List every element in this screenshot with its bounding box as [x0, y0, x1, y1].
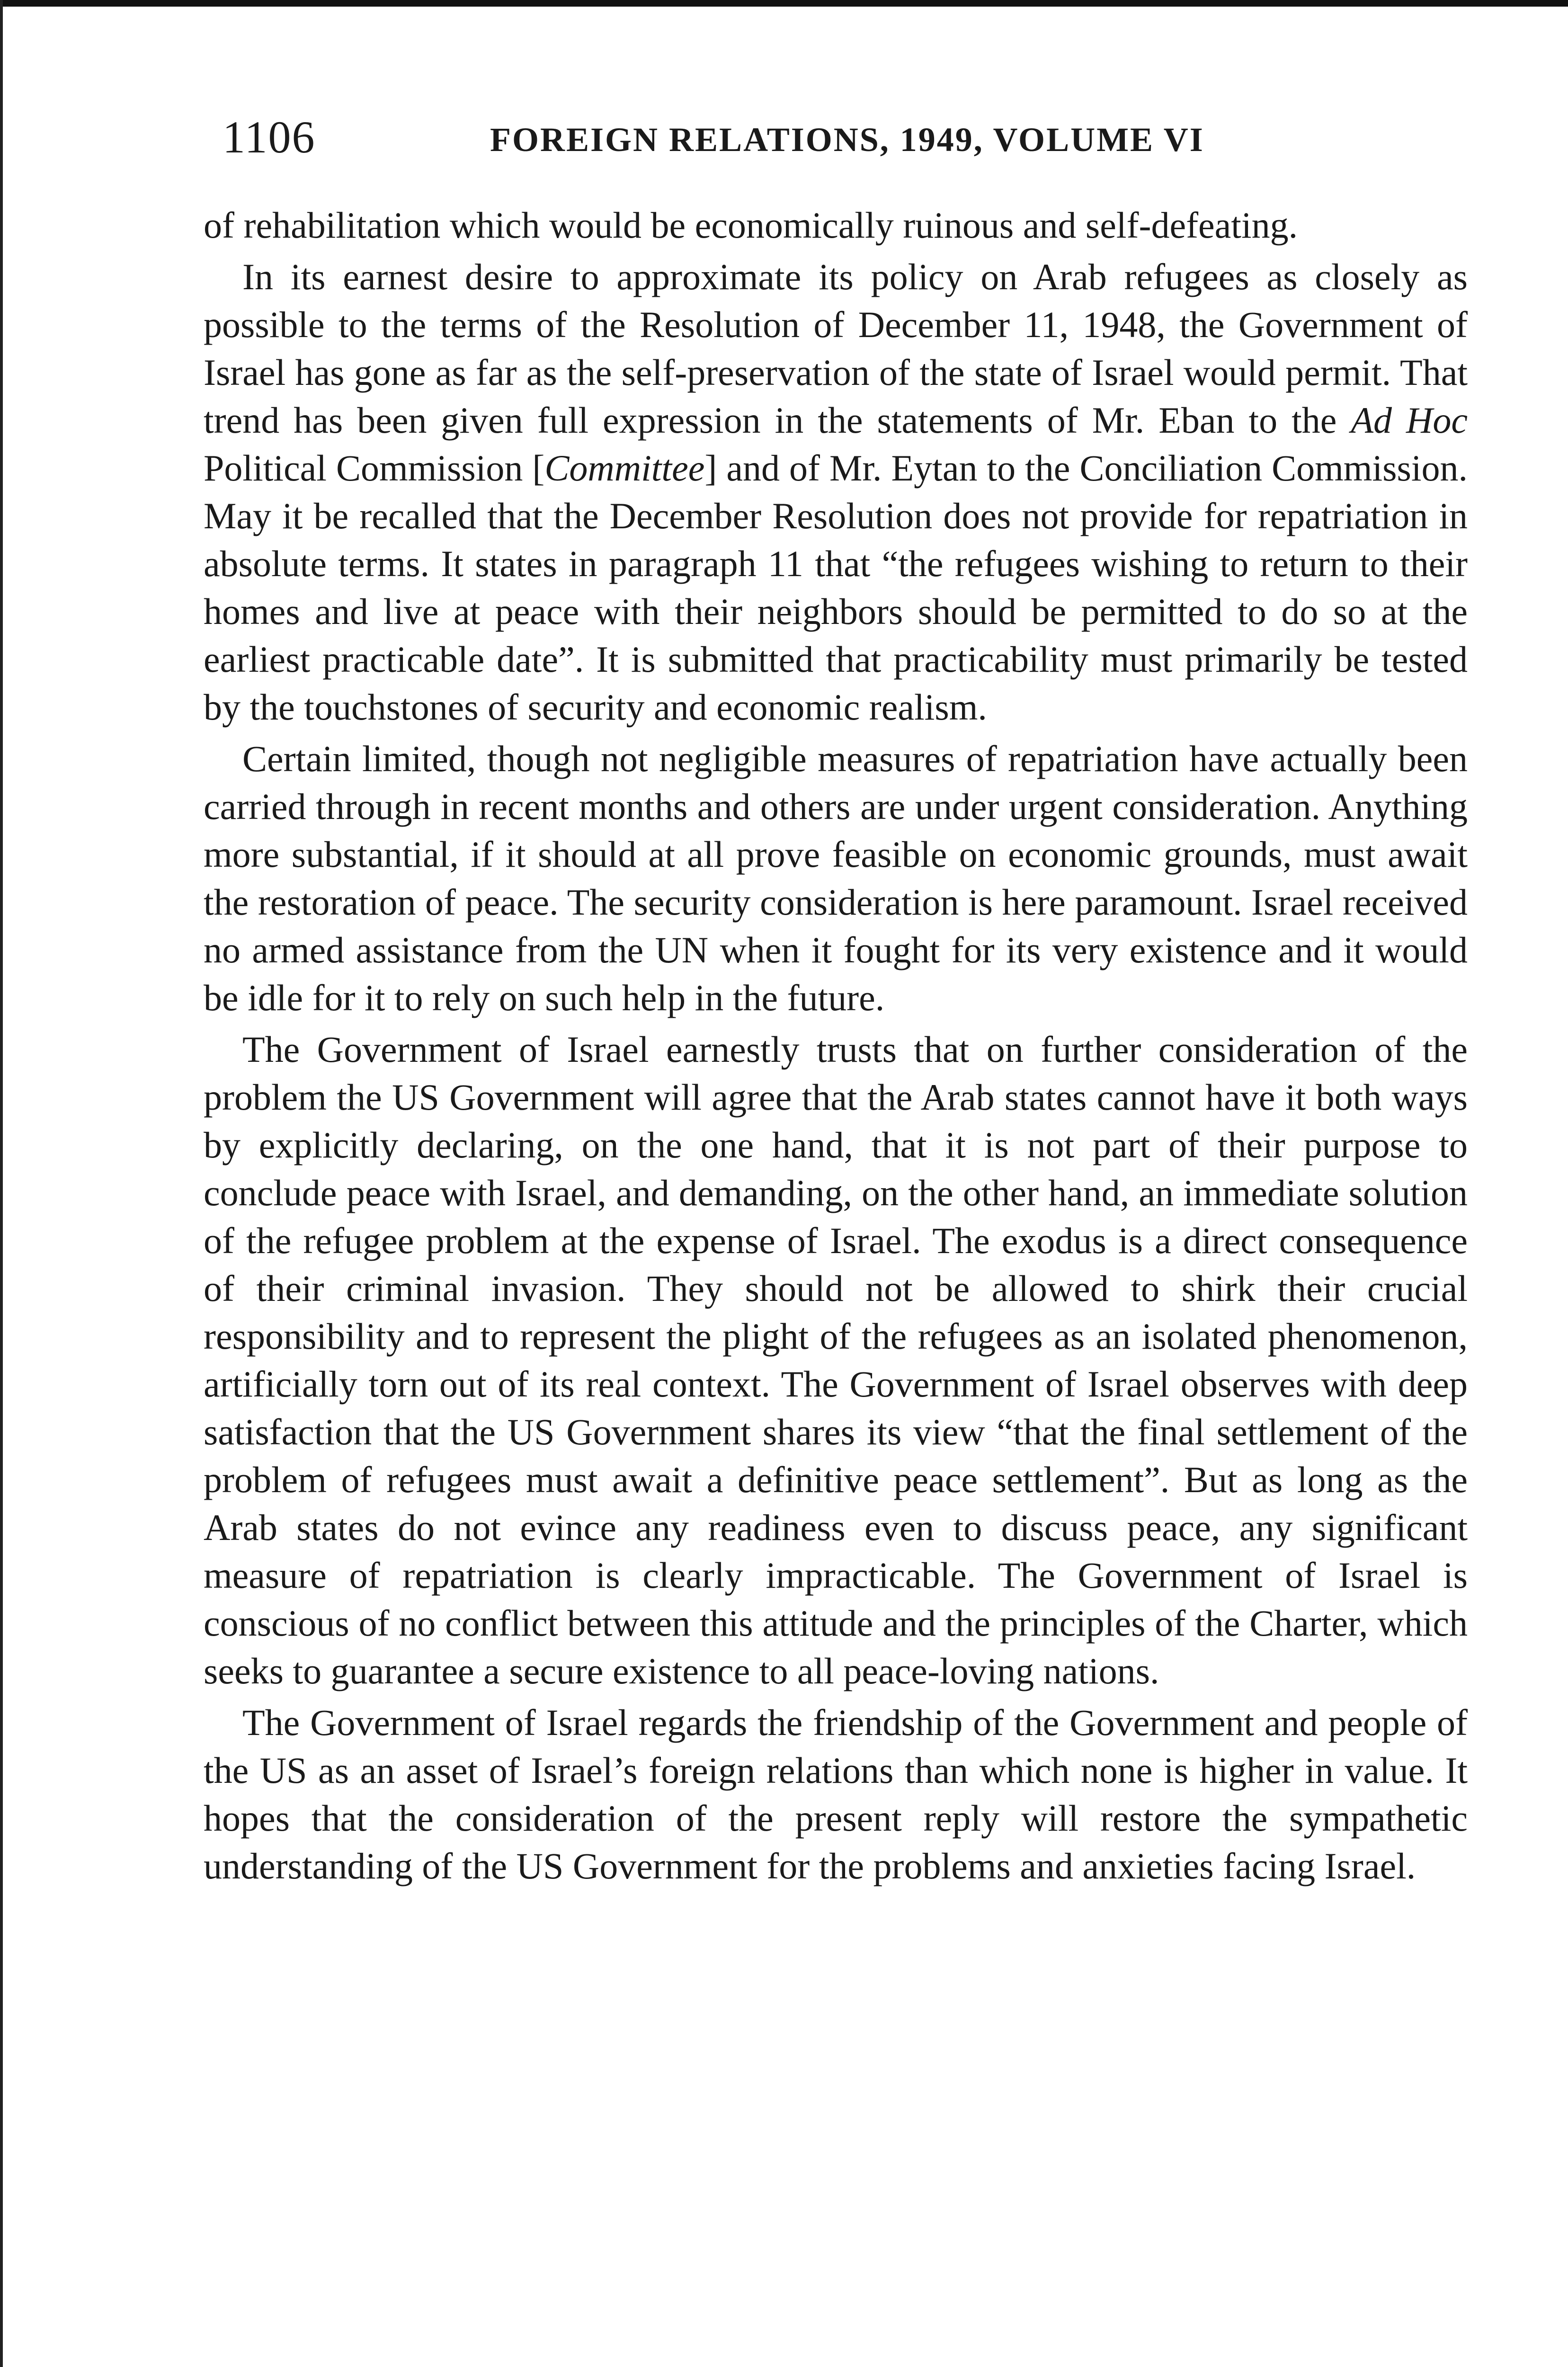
page-top-edge [0, 0, 1568, 7]
paragraph-2-italic-committee: Committee [544, 447, 705, 489]
paragraph-4: The Government of Israel earnestly trusts that on further consideration of the problem the US Government will agree that the Arab states cannot have it both ways by explicitly declaring, on the one hand, that it is not part of their purpose to conclude peace with Israel, and demanding, on the other hand, an immediate solution of the refugee problem at the expense of Israel. The exodus is a direct consequence of their criminal invasion. They should not be allowed to shirk their crucial responsibility and to represent the plight of the refugees as an isolated phenomenon, artificially torn out of its real context. The Government of Israel observes with deep satisfaction that the US Government shares its view “that the final settlement of the problem of refugees must await a definitive peace settlement”. But as long as the Arab states do not evince any readiness even to discuss peace, any significant measure of repatriation is clearly impracticable. The Government of Israel is conscious of no conflict between this attitude and the principles of the Charter, which seeks to guarantee a secure existence to all peace-loving nations. [204, 1029, 1468, 1691]
paragraph-2 [204, 253, 1468, 731]
paragraph-5: The Government of Israel regards the friendship of the Government and people of the US as an asset of Israel’s foreign relations than which none is higher in value. It hopes that the consideration of the present reply will restore the sympathetic understanding of the US Government for the problems and anxieties facing Israel. [204, 1702, 1468, 1886]
paragraph-2-text-a: In its earnest desire to approximate its policy on Arab refugees as closely as possible to the terms of the Resolution of December 11, 1948, the Government of Israel has gone as far as the self-preservation of the state of Israel would permit. That trend has been given full expression in the statements of Mr. Eban to the [204, 256, 1468, 441]
document-body [204, 201, 1468, 1890]
running-head-title: FOREIGN RELATIONS, 1949, VOLUME VI [490, 121, 1204, 159]
running-head [223, 111, 1245, 163]
paragraph-2-italic-ad-hoc: Ad Hoc [1351, 400, 1468, 441]
page-left-edge [0, 0, 3, 2367]
paragraph-3: Certain limited, though not negligible measures of repatriation have actually been carried through in recent months and others are under urgent consideration. Anything more substantial, if it should at all prove feasible on economic grounds, must await the restoration of peace. The security consideration is here paramount. Israel received no armed assistance from the UN when it fought for its very existence and it would be idle for it to rely on such help in the future. [204, 738, 1468, 1018]
paragraph-1: of rehabilitation which would be economically ruinous and self-defeating. [204, 205, 1298, 246]
paragraph-2-text-b: Political Commission [ [204, 447, 545, 489]
page-number: 1106 [223, 112, 316, 162]
paragraph-2-text-c: ] and of Mr. Eytan to the Conciliation Commission. May it be recalled that the December Resolution does not provide for repatriation in absolute terms. It states in paragraph 11 that “the refugees wishing to return to their homes and live at peace with their neighbors should be permitted to do so at the earliest practicable date”. It is submitted that practicability must primarily be tested by the touchstones of security and economic realism. [204, 447, 1468, 728]
